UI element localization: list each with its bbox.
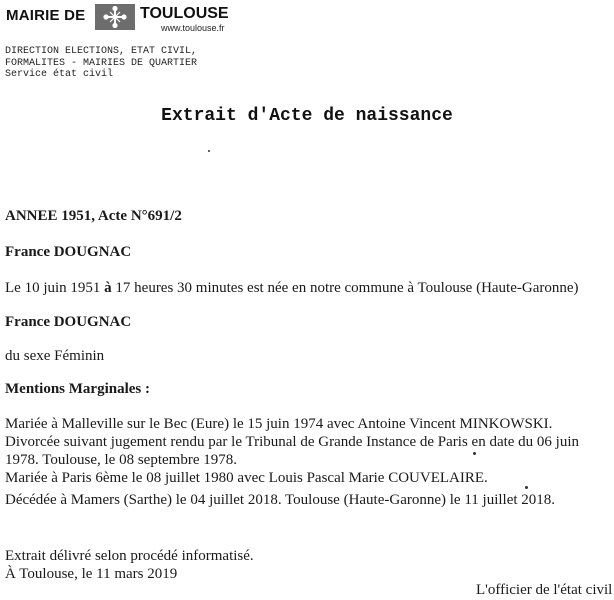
signature-label: L'officier de l'état civil [476, 582, 613, 598]
mention-line: Divorcée suivant jugement rendu par le Tribunal de Grande Instance de Paris en date du 06 juin [5, 434, 580, 450]
scan-speck [473, 452, 476, 455]
person-name: France DOUGNAC [5, 244, 132, 260]
department-block [5, 46, 197, 81]
person-name-repeat: France DOUGNAC [5, 314, 132, 330]
issuance-place-date: À Toulouse, le 11 mars 2019 [5, 566, 178, 582]
mention-line: 1978. Toulouse, le 08 septembre 1978. [5, 452, 237, 468]
birth-statement-start: Le 10 juin 1951 [5, 280, 105, 296]
cross-emblem-icon [103, 6, 127, 28]
birth-statement-end: 17 heures 30 minutes est née en notre commune à Toulouse (Haute-Garonne) [111, 280, 579, 296]
mention-line: Décédée à Mamers (Sarthe) le 04 juillet 2018. Toulouse (Haute-Garonne) le 11 juillet 2018. [5, 492, 556, 508]
scan-speck [525, 486, 528, 489]
department-line: FORMALITES - MAIRIES DE QUARTIER [5, 57, 198, 69]
mention-line: Mariée à Paris 6ème le 08 juillet 1980 avec Louis Pascal Marie COUVELAIRE. [5, 470, 488, 486]
issuance-note: Extrait délivré selon procédé informatisé. [5, 548, 254, 564]
mention-line: Mariée à Malleville sur le Bec (Eure) le 15 juin 1974 avec Antoine Vincent MINKOWSKI. [5, 416, 553, 432]
birth-statement-emphasis: à [104, 280, 112, 296]
sex-statement: du sexe Féminin [5, 348, 105, 364]
brand-left-text: MAIRIE DE [6, 7, 86, 24]
brand-right-text: TOULOUSE [140, 5, 229, 22]
department-line: DIRECTION ELECTIONS, ETAT CIVIL, [5, 46, 198, 57]
department-line: Service état civil [5, 69, 114, 80]
document-title: Extrait d'Acte de naissance [161, 106, 453, 126]
birth-statement [5, 280, 579, 297]
act-year-line: ANNEE 1951, Acte N°691/2 [5, 208, 182, 224]
logo [95, 4, 135, 30]
mentions-heading: Mentions Marginales : [5, 381, 150, 397]
scan-speck [208, 150, 210, 152]
website-url: www.toulouse.fr [161, 23, 225, 33]
